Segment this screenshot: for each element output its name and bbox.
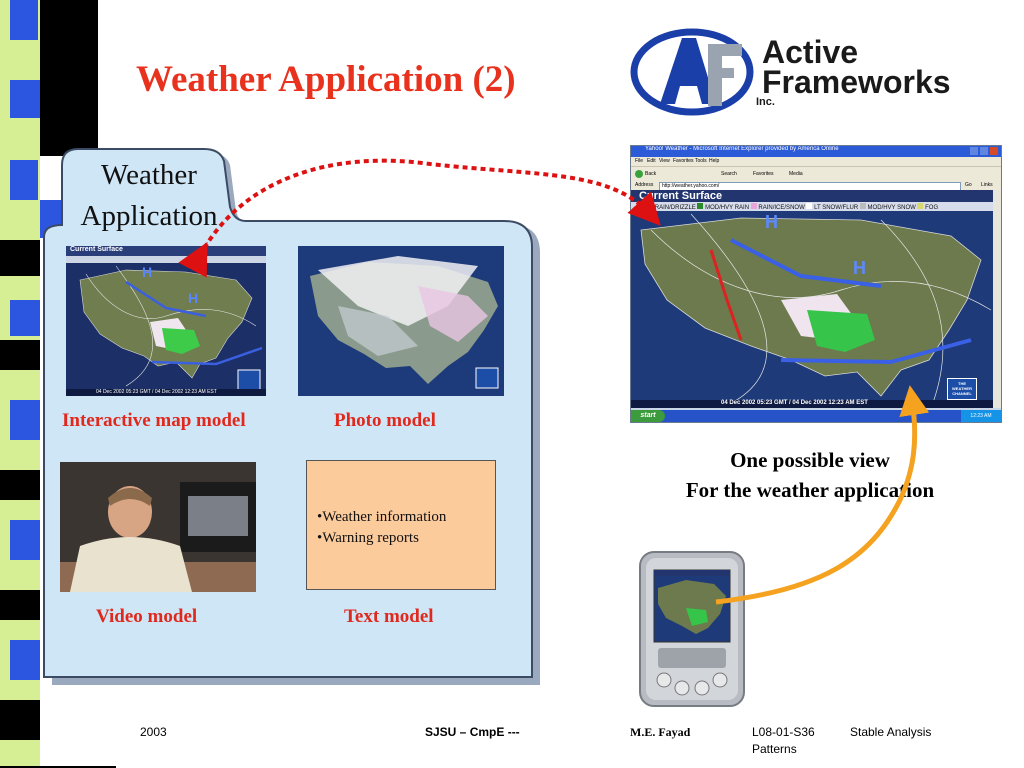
- strip-white: [40, 700, 112, 768]
- start-button[interactable]: start: [631, 410, 665, 422]
- one-possible-view-caption: [630, 445, 990, 505]
- caption-video-model: Video model: [96, 606, 198, 627]
- folder-tab-label: [64, 155, 234, 237]
- strip-blue-block: [10, 640, 40, 680]
- browser-minimize-icon[interactable]: [970, 147, 978, 155]
- browser-menu-bar: [631, 157, 1001, 166]
- video-model-thumbnail[interactable]: [60, 462, 256, 592]
- text-model-item-weather-information: •Weather information: [317, 509, 447, 525]
- map-thumb-footer: 04 Dec 2002 05:23 GMT / 04 Dec 2002 12:23 AM EST: [96, 389, 217, 395]
- browser-close-icon[interactable]: [990, 147, 998, 155]
- strip-blue-block: [10, 400, 40, 440]
- folder-tab-line-2: Application: [80, 200, 218, 232]
- address-input-value: http://weather.yahoo.com/: [662, 183, 720, 189]
- footer-slide-id: L08-01-S36: [752, 725, 815, 739]
- menu-help[interactable]: Help: [709, 158, 720, 164]
- strip-black-block: [0, 700, 40, 740]
- logo-word-frameworks: Frameworks: [762, 64, 951, 100]
- strip-black-block: [0, 470, 40, 500]
- toolbar-media[interactable]: Media: [789, 171, 803, 177]
- strip-blue-block: [10, 80, 40, 118]
- toolbar-back[interactable]: Back: [645, 171, 657, 177]
- photo-model-thumbnail[interactable]: [298, 246, 504, 396]
- browser-map-high-label: H: [765, 212, 778, 232]
- menu-tools[interactable]: Tools: [695, 158, 707, 164]
- strip-black-block: [0, 590, 40, 620]
- badge-line-3: CHANNEL: [952, 391, 972, 396]
- menu-view[interactable]: View: [659, 158, 670, 164]
- browser-map-title: Current Surface: [639, 190, 723, 202]
- caption-text-model: Text model: [344, 606, 434, 627]
- text-model-list: [317, 507, 446, 549]
- legend-fog: FOG: [925, 205, 939, 211]
- legend-swatch-icon: [860, 203, 866, 209]
- caption-interactive-map-model: Interactive map model: [62, 410, 246, 431]
- video-presenter-icon: [60, 462, 256, 592]
- active-frameworks-logo: [630, 24, 1000, 120]
- weather-channel-badge: [947, 378, 977, 400]
- legend-swatch-icon: [697, 203, 703, 209]
- browser-window-screenshot[interactable]: [630, 145, 1002, 423]
- strip-blue-block: [10, 520, 40, 560]
- legend-mod-snow: MOD/HVY SNOW: [867, 205, 916, 211]
- footer-topic: Stable Analysis: [850, 725, 932, 739]
- map-thumb-high-label: H: [142, 264, 153, 280]
- menu-edit[interactable]: Edit: [647, 158, 656, 164]
- folder-tab-line-1: Weather: [101, 159, 197, 191]
- legend-swatch-icon: [917, 203, 923, 209]
- footer-author: M.E. Fayad: [630, 725, 691, 739]
- browser-maximize-icon[interactable]: [980, 147, 988, 155]
- strip-black-block: [0, 240, 40, 276]
- us-weather-map-icon: [66, 246, 266, 396]
- caption-photo-model: Photo model: [334, 410, 436, 431]
- badge-line-1: THE: [958, 381, 966, 386]
- strip-blue-block: [10, 0, 38, 40]
- legend-rain-ice-snow: RAIN/ICE/SNOW: [758, 205, 805, 211]
- strip-black-block: [0, 340, 40, 370]
- menu-file[interactable]: File: [635, 158, 644, 164]
- slide-title: Weather Application (2): [136, 59, 516, 100]
- possible-view-line-2: For the weather application: [685, 478, 935, 502]
- browser-scrollbar[interactable]: [993, 190, 1001, 408]
- logo-word-active: Active: [762, 34, 859, 70]
- windows-taskbar: [631, 410, 1001, 422]
- menu-favorites[interactable]: Favorites: [673, 158, 694, 164]
- browser-weather-map[interactable]: [631, 190, 993, 408]
- logo-inc: Inc.: [756, 96, 775, 108]
- pda-device-icon: [636, 548, 748, 710]
- legend-swatch-icon: [806, 203, 812, 209]
- possible-view-line-1: One possible view: [730, 448, 890, 472]
- legend-lt-snow: LT SNOW/FLUR: [814, 205, 859, 211]
- back-arrow-icon[interactable]: [635, 170, 643, 178]
- browser-toolbar: [631, 166, 1001, 181]
- strip-blue-block: [10, 300, 40, 336]
- legend-swatch-icon: [639, 203, 645, 209]
- af-logo-mark-icon: [630, 24, 760, 120]
- badge-line-2: WEATHER: [952, 386, 972, 391]
- browser-address-bar: [631, 181, 1001, 190]
- text-model-item-warning-reports: •Warning reports: [317, 530, 419, 546]
- map-thumb-high-label-2: H: [188, 290, 199, 306]
- browser-map-high-label-2: H: [853, 258, 866, 278]
- browser-title-bar: [631, 146, 1001, 157]
- links-button[interactable]: Links: [981, 182, 993, 188]
- satellite-photo-icon: [298, 246, 504, 396]
- footer-year: 2003: [140, 725, 167, 739]
- browser-title-text: Yahoo! Weather - Microsoft Internet Explorer provided by America Online: [645, 146, 839, 152]
- taskbar-clock: 12:23 AM: [961, 410, 1001, 422]
- browser-map-footer: 04 Dec 2002 05:23 GMT / 04 Dec 2002 12:23 AM EST: [721, 400, 868, 406]
- strip-blue-block: [10, 160, 38, 200]
- strip-black-block: [40, 0, 98, 120]
- text-model-box: [306, 460, 496, 590]
- footer-course: SJSU – CmpE ---: [425, 725, 520, 739]
- browser-map-legend: [639, 203, 938, 211]
- current-surface-map-icon: [631, 190, 993, 408]
- interactive-map-thumbnail[interactable]: [66, 246, 266, 396]
- go-button[interactable]: Go: [965, 182, 972, 188]
- toolbar-favorites[interactable]: Favorites: [753, 171, 774, 177]
- legend-mod-rain: MOD/HVY RAIN: [705, 205, 750, 211]
- legend-lt-rain: LT RAIN/DRIZZLE: [646, 205, 696, 211]
- legend-swatch-icon: [751, 203, 757, 209]
- footer-slide-id-cont: Patterns: [752, 742, 797, 756]
- address-label: Address: [635, 182, 654, 188]
- map-thumb-title: Current Surface: [70, 246, 123, 253]
- toolbar-search[interactable]: Search: [721, 171, 737, 177]
